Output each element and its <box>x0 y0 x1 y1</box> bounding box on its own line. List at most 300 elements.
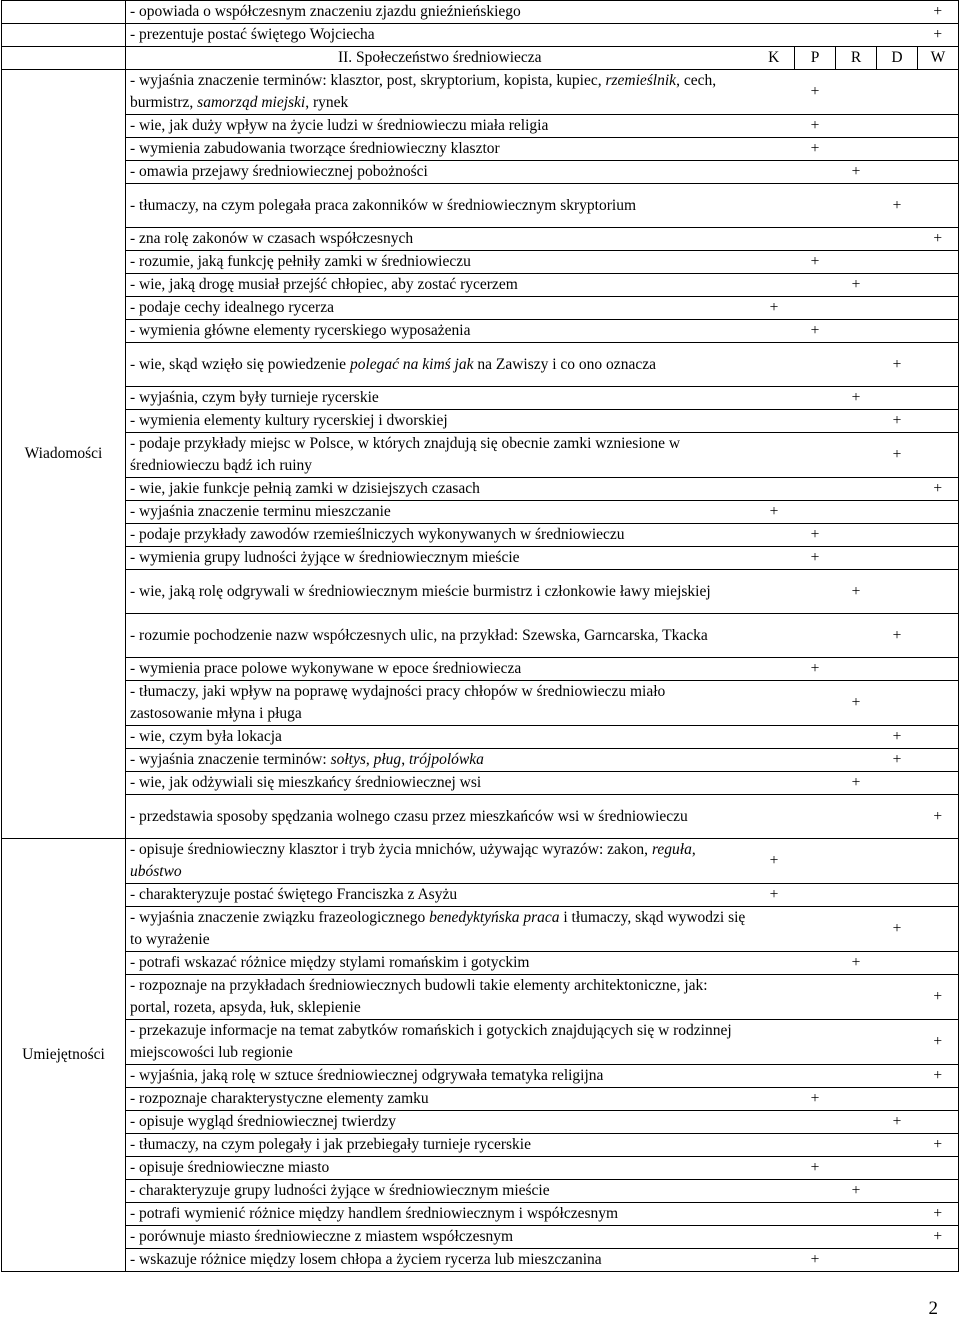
text-fragment: - podaje przykłady miejsc w Polsce, w których znajdują się obecnie zamki wzniesione w średniowieczu bądź ich ruiny <box>130 435 681 474</box>
requirement-text <box>126 772 754 795</box>
plus-mark: + <box>877 749 918 772</box>
grade-cell <box>918 1088 959 1111</box>
italic-term: polegać na kimś jak <box>349 355 474 373</box>
grade-cell <box>795 1020 836 1065</box>
italic-term: sołtys <box>330 751 366 768</box>
grade-cell <box>795 410 836 433</box>
requirement-text <box>126 547 754 570</box>
grade-cell <box>754 1020 795 1065</box>
table-row <box>2 1020 959 1065</box>
text-fragment: na Zawiszy i co ono oznacza <box>473 355 656 373</box>
grade-cell <box>918 501 959 524</box>
plus-mark: + <box>795 320 836 343</box>
grade-cell <box>836 749 877 772</box>
plus-mark: + <box>918 1020 959 1065</box>
grade-cell <box>836 1 877 24</box>
text-fragment: , <box>401 751 409 768</box>
text-fragment: - wie, skąd wzięło się powiedzenie <box>130 355 350 373</box>
plus-mark: + <box>918 975 959 1020</box>
grade-cell <box>754 433 795 478</box>
table-row <box>2 1088 959 1111</box>
grade-cell <box>754 795 795 839</box>
table-row <box>2 1111 959 1134</box>
grade-cell <box>877 1226 918 1249</box>
grade-cell <box>918 772 959 795</box>
plus-mark: + <box>795 1249 836 1272</box>
text-fragment: - opisuje średniowieczne miasto <box>130 1159 330 1176</box>
grade-cell <box>877 658 918 681</box>
requirement-text <box>126 478 754 501</box>
grade-cell <box>754 907 795 952</box>
grade-cell <box>877 274 918 297</box>
requirement-text <box>126 410 754 433</box>
grade-cell <box>877 772 918 795</box>
text-fragment: - podaje cechy idealnego rycerza <box>130 299 334 316</box>
grade-cell <box>918 161 959 184</box>
grade-cell <box>836 839 877 884</box>
italic-term: reguła <box>651 841 692 858</box>
grade-cell <box>918 1111 959 1134</box>
table-row <box>2 228 959 251</box>
table-row <box>2 907 959 952</box>
grade-cell <box>795 24 836 47</box>
text-fragment: - wyjaśnia znaczenie terminu mieszczanie <box>130 503 391 520</box>
plus-mark: + <box>877 1111 918 1134</box>
grade-cell <box>877 975 918 1020</box>
requirement-text <box>126 884 754 907</box>
plus-mark: + <box>836 161 877 184</box>
table-row <box>2 343 959 387</box>
plus-mark: + <box>836 387 877 410</box>
plus-mark: + <box>918 478 959 501</box>
plus-mark: + <box>795 1088 836 1111</box>
grade-cell <box>836 1249 877 1272</box>
table-row <box>2 1157 959 1180</box>
grade-cell <box>754 228 795 251</box>
requirement-text <box>126 726 754 749</box>
text-fragment: , <box>691 841 696 858</box>
grade-cell <box>754 1226 795 1249</box>
table-row <box>2 1203 959 1226</box>
grade-cell <box>918 749 959 772</box>
grade-cell <box>836 184 877 228</box>
plus-mark: + <box>836 681 877 726</box>
grade-cell <box>877 1020 918 1065</box>
plus-mark: + <box>918 228 959 251</box>
grade-cell <box>795 952 836 975</box>
grade-cell <box>795 501 836 524</box>
plus-mark: + <box>795 1157 836 1180</box>
grade-cell <box>877 839 918 884</box>
grade-cell <box>877 1180 918 1203</box>
table-row <box>2 772 959 795</box>
grade-cell <box>877 795 918 839</box>
grade-cell <box>918 433 959 478</box>
text-fragment: - charakteryzuje postać świętego Franciszka z Asyżu <box>130 886 458 903</box>
grade-cell <box>877 1065 918 1088</box>
grade-cell <box>836 884 877 907</box>
text-fragment: - przekazuje informacje na temat zabytków romańskich i gotyckich znajdujących się w rodzinnej miejscowości lub regionie <box>130 1022 732 1061</box>
requirement-text <box>126 839 754 884</box>
page-number: 2 <box>928 1298 938 1319</box>
text-fragment: - potrafi wymienić różnice między handlem średniowiecznym i współczesnym <box>130 1205 619 1222</box>
grade-cell <box>918 658 959 681</box>
grade-cell <box>754 24 795 47</box>
text-fragment: - wymienia grupy ludności żyjące w średniowiecznym mieście <box>130 549 520 566</box>
requirement-text <box>126 184 754 228</box>
grade-cell <box>754 1180 795 1203</box>
table-row <box>2 138 959 161</box>
requirement-text <box>126 907 754 952</box>
plus-mark: + <box>795 115 836 138</box>
text-fragment: - tłumaczy, na czym polegała praca zakonników w średniowiecznym skryptorium <box>130 196 637 214</box>
grade-cell <box>836 228 877 251</box>
table-row <box>2 387 959 410</box>
text-fragment: - porównuje miasto średniowieczne z miastem współczesnym <box>130 1228 514 1245</box>
grade-cell <box>795 726 836 749</box>
table-row <box>2 251 959 274</box>
grade-cell <box>836 24 877 47</box>
plus-mark: + <box>918 1065 959 1088</box>
plus-mark: + <box>877 433 918 478</box>
grade-cell <box>795 433 836 478</box>
grade-cell <box>836 795 877 839</box>
grade-cell <box>918 884 959 907</box>
grade-cell <box>795 772 836 795</box>
section-title: II. Społeczeństwo średniowiecza <box>126 47 754 70</box>
grade-cell <box>877 24 918 47</box>
plus-mark: + <box>877 726 918 749</box>
table-row <box>2 547 959 570</box>
requirement-text <box>126 1157 754 1180</box>
grade-cell <box>754 547 795 570</box>
table-row <box>2 410 959 433</box>
grade-cell <box>877 884 918 907</box>
grade-cell <box>836 1157 877 1180</box>
grade-cell <box>918 251 959 274</box>
table-row <box>2 274 959 297</box>
requirement-text <box>126 387 754 410</box>
grade-cell <box>918 184 959 228</box>
grade-cell <box>877 952 918 975</box>
grade-cell <box>836 410 877 433</box>
text-fragment: - podaje przykłady zawodów rzemieślniczych wykonywanych w średniowieczu <box>130 526 625 543</box>
grade-cell <box>754 138 795 161</box>
requirement-text <box>126 161 754 184</box>
italic-term: benedyktyńska praca <box>429 909 560 926</box>
table-row <box>2 1226 959 1249</box>
requirement-text <box>126 138 754 161</box>
plus-mark: + <box>877 343 918 387</box>
table-row <box>2 681 959 726</box>
plus-mark: + <box>918 1134 959 1157</box>
text-fragment: - omawia przejawy średniowiecznej pobożności <box>130 163 428 180</box>
requirement-text <box>126 274 754 297</box>
plus-mark: + <box>836 952 877 975</box>
grade-cell <box>877 547 918 570</box>
grade-cell <box>836 658 877 681</box>
plus-mark: + <box>754 884 795 907</box>
grade-cell <box>836 1111 877 1134</box>
grade-cell <box>836 726 877 749</box>
grade-cell <box>754 681 795 726</box>
table-row <box>2 570 959 614</box>
text-fragment: - wie, jak odżywiali się mieszkańcy średniowiecznej wsi <box>130 774 482 791</box>
requirement-text: - opowiada o współczesnym znaczeniu zjazdu gnieźnieńskiego <box>126 1 754 24</box>
grade-cell <box>795 795 836 839</box>
grade-cell <box>836 1226 877 1249</box>
plus-mark: + <box>795 70 836 115</box>
requirement-text <box>126 501 754 524</box>
plus-mark: + <box>877 184 918 228</box>
grade-cell <box>877 138 918 161</box>
table-row <box>2 952 959 975</box>
grade-cell <box>836 501 877 524</box>
table-row <box>2 297 959 320</box>
grade-cell <box>754 274 795 297</box>
requirement-text <box>126 251 754 274</box>
table-row <box>2 975 959 1020</box>
grade-cell <box>836 1203 877 1226</box>
grade-cell <box>877 70 918 115</box>
grade-cell <box>836 115 877 138</box>
grade-cell <box>918 839 959 884</box>
grade-cell <box>918 570 959 614</box>
text-fragment: - tłumaczy, jaki wpływ na poprawę wydajności pracy chłopów w średniowieczu miało zastosowanie młyna i pługa <box>130 683 666 722</box>
grade-cell <box>795 1 836 24</box>
grade-cell <box>795 161 836 184</box>
table-row <box>2 70 959 115</box>
grade-cell <box>754 570 795 614</box>
grade-cell <box>836 1020 877 1065</box>
plus-mark: + <box>754 501 795 524</box>
requirement-text <box>126 749 754 772</box>
text-fragment: , rynek <box>305 94 349 111</box>
grade-cell <box>795 1203 836 1226</box>
text-fragment: - rozpoznaje na przykładach średniowiecznych budowli takie elementy architektoniczne, jak: portal, rozeta, apsyda, łuk, sklepienie <box>130 977 708 1016</box>
grade-cell <box>836 433 877 478</box>
grade-cell <box>918 115 959 138</box>
grade-cell <box>754 1 795 24</box>
grade-cell <box>754 70 795 115</box>
grade-cell <box>918 343 959 387</box>
grade-cell <box>877 1 918 24</box>
plus-mark: + <box>877 907 918 952</box>
grade-cell <box>918 907 959 952</box>
grade-cell <box>877 115 918 138</box>
grade-cell <box>795 975 836 1020</box>
plus-mark: + <box>795 524 836 547</box>
requirement-text <box>126 1020 754 1065</box>
grade-cell <box>836 907 877 952</box>
plus-mark: + <box>918 1 959 24</box>
requirement-text <box>126 433 754 478</box>
grade-cell <box>877 228 918 251</box>
grade-cell <box>754 387 795 410</box>
grade-cell <box>795 907 836 952</box>
plus-mark: + <box>918 1203 959 1226</box>
text-fragment: - wie, jaką drogę musiał przejść chłopiec, aby zostać rycerzem <box>130 276 518 293</box>
grade-letter: P <box>795 47 836 70</box>
table-row <box>2 24 959 47</box>
table-row <box>2 524 959 547</box>
plus-mark: + <box>795 547 836 570</box>
plus-mark: + <box>918 1226 959 1249</box>
grade-cell <box>836 975 877 1020</box>
grade-cell <box>795 184 836 228</box>
grade-cell <box>918 297 959 320</box>
grade-cell <box>754 343 795 387</box>
grade-cell <box>754 749 795 772</box>
requirement-text <box>126 343 754 387</box>
plus-mark: + <box>795 138 836 161</box>
grade-cell <box>836 1088 877 1111</box>
grade-cell <box>877 1134 918 1157</box>
requirement-text <box>126 524 754 547</box>
side-cell-empty <box>2 1 126 24</box>
grade-cell <box>754 1249 795 1272</box>
grade-cell <box>877 501 918 524</box>
plus-mark: + <box>836 772 877 795</box>
requirement-text <box>126 614 754 658</box>
grade-cell <box>877 387 918 410</box>
italic-term: rzemieślnik <box>605 72 677 89</box>
grade-cell <box>795 387 836 410</box>
grade-cell <box>918 681 959 726</box>
grade-cell <box>918 70 959 115</box>
grade-cell <box>754 1088 795 1111</box>
grade-cell <box>877 478 918 501</box>
grade-letter: D <box>877 47 918 70</box>
grade-cell <box>754 1157 795 1180</box>
requirement-text <box>126 1134 754 1157</box>
grade-letter: R <box>836 47 877 70</box>
text-fragment: - wskazuje różnice między losem chłopa a życiem rycerza lub mieszczanina <box>130 1251 602 1268</box>
text-fragment: i tłumaczy, skąd wywodzi się to wyrażenie <box>130 909 746 948</box>
table-row <box>2 749 959 772</box>
text-fragment: - charakteryzuje grupy ludności żyjące w średniowiecznym mieście <box>130 1182 550 1199</box>
requirement-text <box>126 70 754 115</box>
table-row <box>2 320 959 343</box>
grade-cell <box>836 343 877 387</box>
grade-cell <box>836 297 877 320</box>
table-row <box>2 1180 959 1203</box>
italic-term: trójpolówka <box>408 751 484 768</box>
text-fragment: - wyjaśnia znaczenie terminów: klasztor, post, skryptorium, kopista, kupiec, <box>130 72 606 89</box>
text-fragment: - przedstawia sposoby spędzania wolnego czasu przez mieszkańców wsi w średniowieczu <box>130 807 688 825</box>
grade-cell <box>836 524 877 547</box>
plus-mark: + <box>754 297 795 320</box>
grade-cell <box>918 1180 959 1203</box>
requirement-text <box>126 1203 754 1226</box>
grade-cell <box>754 115 795 138</box>
grade-cell <box>795 1134 836 1157</box>
grade-cell <box>795 681 836 726</box>
grade-cell <box>754 614 795 658</box>
requirement-text: - prezentuje postać świętego Wojciecha <box>126 24 754 47</box>
grade-cell <box>795 749 836 772</box>
grade-cell <box>795 1226 836 1249</box>
requirement-text <box>126 1065 754 1088</box>
requirement-text <box>126 115 754 138</box>
grade-cell <box>918 138 959 161</box>
text-fragment: - rozpoznaje charakterystyczne elementy zamku <box>130 1090 429 1107</box>
requirement-text <box>126 570 754 614</box>
grade-cell <box>795 1065 836 1088</box>
table-row <box>2 478 959 501</box>
plus-mark: + <box>836 274 877 297</box>
text-fragment: - wyjaśnia znaczenie związku frazeologicznego <box>130 909 430 926</box>
text-fragment: - wie, jak duży wpływ na życie ludzi w średniowieczu miała religia <box>130 117 549 134</box>
grade-cell <box>836 1065 877 1088</box>
grade-cell <box>754 952 795 975</box>
text-fragment: , <box>365 751 374 768</box>
requirement-text <box>126 975 754 1020</box>
table-row <box>2 115 959 138</box>
text-fragment: - wyjaśnia znaczenie terminów: <box>130 751 331 768</box>
requirement-text <box>126 297 754 320</box>
text-fragment: , cech, burmistrz, <box>130 72 717 111</box>
requirement-text <box>126 1249 754 1272</box>
requirement-text <box>126 795 754 839</box>
grade-cell <box>795 884 836 907</box>
table-row <box>2 884 959 907</box>
requirement-text <box>126 1180 754 1203</box>
grade-cell <box>918 524 959 547</box>
requirement-text <box>126 1111 754 1134</box>
table-row <box>2 658 959 681</box>
grade-cell <box>795 570 836 614</box>
grade-cell <box>877 681 918 726</box>
plus-mark: + <box>836 570 877 614</box>
grade-cell <box>795 1111 836 1134</box>
table-row <box>2 1 959 24</box>
grade-cell <box>754 772 795 795</box>
plus-mark: + <box>795 251 836 274</box>
grade-cell <box>918 410 959 433</box>
grade-cell <box>877 251 918 274</box>
plus-mark: + <box>836 1180 877 1203</box>
knowledge-label: Wiadomości <box>2 70 126 839</box>
grade-cell <box>877 297 918 320</box>
text-fragment: - wie, czym była lokacja <box>130 728 282 745</box>
grade-cell <box>754 1203 795 1226</box>
grade-cell <box>877 1249 918 1272</box>
grade-cell <box>836 1134 877 1157</box>
text-fragment: - wymienia elementy kultury rycerskiej i dworskiej <box>130 412 448 429</box>
plus-mark: + <box>918 24 959 47</box>
requirement-text <box>126 1226 754 1249</box>
table-row <box>2 614 959 658</box>
grade-cell <box>754 478 795 501</box>
grade-cell <box>754 184 795 228</box>
grade-letter: W <box>918 47 959 70</box>
grade-cell <box>918 547 959 570</box>
grade-cell <box>877 161 918 184</box>
grade-cell <box>795 614 836 658</box>
grade-cell <box>754 975 795 1020</box>
requirement-text <box>126 1088 754 1111</box>
table-row <box>2 433 959 478</box>
grade-cell <box>795 343 836 387</box>
text-fragment: - wyjaśnia, czym były turnieje rycerskie <box>130 389 379 406</box>
grade-cell <box>918 952 959 975</box>
grade-cell <box>918 1249 959 1272</box>
text-fragment: - zna rolę zakonów w czasach współczesnych <box>130 230 414 247</box>
text-fragment: - opisuje średniowieczny klasztor i tryb życia mnichów, używając wyrazów: zakon, <box>130 841 652 858</box>
grade-cell <box>754 320 795 343</box>
grade-cell <box>754 658 795 681</box>
